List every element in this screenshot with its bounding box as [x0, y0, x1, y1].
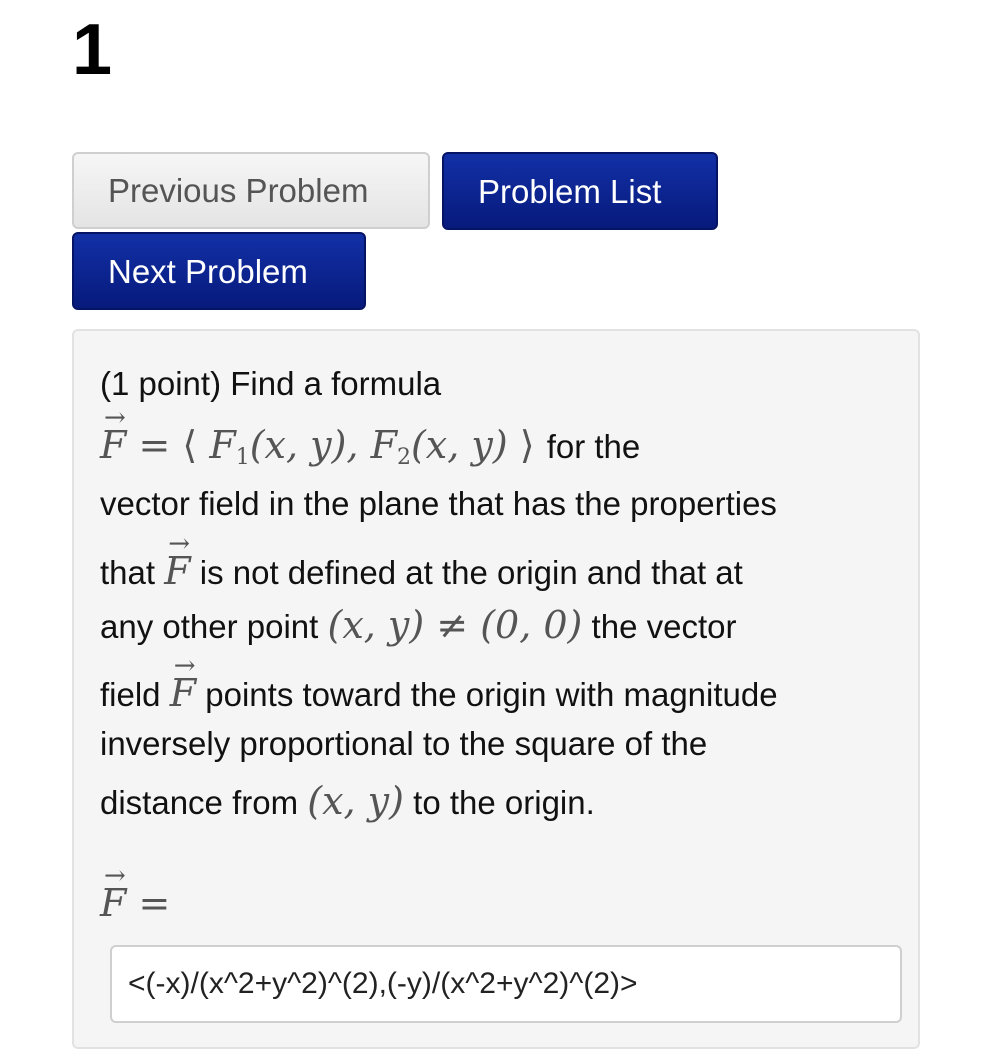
vector-F: → F — [100, 881, 126, 925]
statement-line: vector field in the plane that has the properties — [100, 485, 777, 522]
statement-line: distance from (x, y) to the origin. — [100, 779, 595, 823]
previous-problem-button[interactable]: Previous Problem — [72, 152, 430, 229]
answer-label: → F = — [100, 881, 170, 925]
problem-intro: (1 point) Find a formula — [100, 365, 442, 402]
statement-line: that → F is not defined at the origin and that at — [100, 549, 743, 593]
problem-list-button[interactable]: Problem List — [442, 152, 718, 230]
statement-line: field → F points toward the origin with magnitude — [100, 671, 778, 715]
statement-line: any other point (x, y) ≠ (0, 0) the vector — [100, 603, 737, 647]
formula-math: → F = ⟨ $F_1(x$, y), $F_2(x$, y) ⟩ — [100, 423, 547, 467]
statement-line: inversely proportional to the square of the — [100, 725, 708, 762]
answer-input[interactable] — [110, 945, 902, 1023]
vector-F: → F — [164, 549, 190, 593]
problem-number: 1 — [72, 10, 113, 90]
point-inequality-math: (x, y) ≠ (0, 0) — [327, 603, 583, 647]
vector-F: → F — [170, 671, 196, 715]
problem-statement-box — [72, 329, 920, 1049]
for-the-text: for the — [546, 428, 641, 465]
formula-line — [100, 423, 640, 470]
point-math: (x, y) — [307, 779, 404, 823]
vector-F: → F — [100, 423, 126, 467]
next-problem-button[interactable]: Next Problem — [72, 232, 366, 310]
